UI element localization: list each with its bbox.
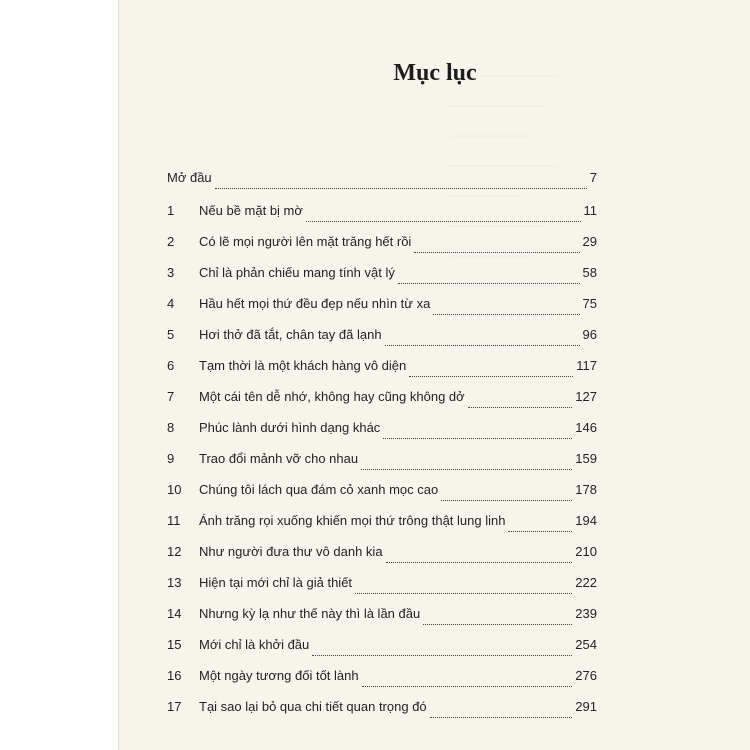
toc-entry-label: Phúc lành dưới hình dạng khác: [199, 420, 381, 435]
toc-entry-number: 13: [167, 575, 182, 590]
toc-entry-row[interactable]: [167, 598, 597, 629]
toc-entry-row[interactable]: [167, 691, 597, 722]
toc-entry-row[interactable]: [167, 474, 597, 505]
leader-dots: [414, 252, 579, 253]
bleed-through-texture: ————————— ———————— ——————— ————————— —————— ———————— ——————— ————————— ———————— ——————: [449, 68, 557, 352]
leader-dots: [508, 531, 572, 532]
leader-dots: [441, 500, 572, 501]
toc-intro-page: 7: [589, 170, 597, 185]
toc-entry-page: 239: [575, 606, 597, 621]
toc-entry-row[interactable]: [167, 288, 597, 319]
leader-dots: [355, 593, 572, 594]
toc-entry-label: Hiện tại mới chỉ là giả thiết: [199, 575, 353, 590]
page-title: Mục lục: [393, 60, 477, 86]
toc-entry-page: 178: [575, 482, 597, 497]
leader-dots: [423, 624, 572, 625]
toc-entry-number: 14: [167, 606, 182, 621]
toc-entry-row[interactable]: [167, 536, 597, 567]
leader-dots: [385, 345, 580, 346]
leader-dots: [433, 314, 579, 315]
toc-entry-page: 291: [575, 699, 597, 714]
toc-entry-page: 254: [575, 637, 597, 652]
toc-entry-row[interactable]: [167, 567, 597, 598]
toc-entry-label: Như người đưa thư vô danh kia: [199, 544, 383, 559]
toc-entry-label: Mới chỉ là khởi đầu: [199, 637, 310, 652]
toc-entry-row[interactable]: [167, 257, 597, 288]
toc-entry-row[interactable]: [167, 629, 597, 660]
leader-dots: [430, 717, 573, 718]
toc-entry-page: 117: [576, 358, 597, 373]
leader-dots: [306, 221, 581, 222]
toc-entry-number: 12: [167, 544, 182, 559]
toc-entry-page: 75: [582, 296, 597, 311]
toc-intro-label: Mở đầu: [167, 170, 212, 185]
table-of-contents: [167, 162, 597, 722]
toc-entry-number: 1: [167, 203, 175, 218]
toc-entry-number: 9: [167, 451, 175, 466]
toc-entry-number: 6: [167, 358, 175, 373]
toc-entry-label: Nếu bề mặt bị mờ: [199, 203, 303, 218]
toc-entry-number: 17: [167, 699, 182, 714]
toc-entry-label: Hầu hết mọi thứ đều đẹp nếu nhìn từ xa: [199, 296, 431, 311]
leader-dots: [361, 469, 572, 470]
toc-entry-label: Một cái tên dễ nhớ, không hay cũng không dở: [199, 389, 465, 404]
book-page: [118, 0, 750, 750]
toc-entry-number: 3: [167, 265, 175, 280]
toc-entry-page: 159: [575, 451, 597, 466]
toc-entry-number: 8: [167, 420, 175, 435]
toc-entry-row[interactable]: [167, 226, 597, 257]
toc-entry-number: 15: [167, 637, 182, 652]
toc-entry-label: Chỉ là phản chiếu mang tính vật lý: [199, 265, 395, 280]
leader-dots: [362, 686, 573, 687]
toc-entry-page: 127: [575, 389, 597, 404]
toc-entry-number: 11: [167, 513, 181, 528]
leader-dots: [312, 655, 572, 656]
toc-entry-row[interactable]: [167, 660, 597, 691]
leader-dots: [383, 438, 572, 439]
toc-entry-page: 11: [583, 203, 597, 218]
toc-entry-number: 2: [167, 234, 175, 249]
toc-entry-page: 222: [575, 575, 597, 590]
toc-entry-page: 194: [575, 513, 597, 528]
toc-entry-number: 7: [167, 389, 175, 404]
toc-entry-label: Tại sao lại bỏ qua chi tiết quan trọng đó: [199, 699, 427, 714]
toc-entry-number: 16: [167, 668, 182, 683]
toc-entry-row[interactable]: [167, 505, 597, 536]
toc-entry-row[interactable]: [167, 412, 597, 443]
toc-entry-label: Tạm thời là một khách hàng vô diện: [199, 358, 407, 373]
toc-entry-page: 276: [575, 668, 597, 683]
toc-entry-label: Có lẽ mọi người lên mặt trăng hết rồi: [199, 234, 412, 249]
toc-entry-page: 29: [582, 234, 597, 249]
toc-entry-number: 5: [167, 327, 175, 342]
toc-entry-label: Chúng tôi lách qua đám cỏ xanh mọc cao: [199, 482, 439, 497]
toc-entry-label: Nhưng kỳ lạ như thế này thì là lần đầu: [199, 606, 421, 621]
toc-entry-label: Một ngày tương đối tốt lành: [199, 668, 359, 683]
toc-entry-label: Ánh trăng rọi xuống khiến mọi thứ trông thật lung linh: [199, 513, 506, 528]
leader-dots: [468, 407, 573, 408]
toc-entry-number: 10: [167, 482, 182, 497]
toc-entry-page: 146: [575, 420, 597, 435]
toc-entry-row[interactable]: [167, 443, 597, 474]
toc-entry-number: 4: [167, 296, 175, 311]
toc-entry-label: Hơi thở đã tắt, chân tay đã lạnh: [199, 327, 382, 342]
leader-dots: [409, 376, 573, 377]
toc-entry-page: 96: [582, 327, 597, 342]
toc-entry-label: Trao đổi mảnh vỡ cho nhau: [199, 451, 359, 466]
leader-dots: [386, 562, 573, 563]
toc-entry-page: 58: [582, 265, 597, 280]
toc-entry-row[interactable]: [167, 195, 597, 226]
toc-entry-row[interactable]: [167, 381, 597, 412]
leader-dots: [215, 188, 587, 189]
leader-dots: [398, 283, 580, 284]
toc-entry-row[interactable]: [167, 350, 597, 381]
toc-entry-page: 210: [575, 544, 597, 559]
toc-entry-row[interactable]: [167, 319, 597, 350]
toc-intro-row[interactable]: [167, 162, 597, 193]
